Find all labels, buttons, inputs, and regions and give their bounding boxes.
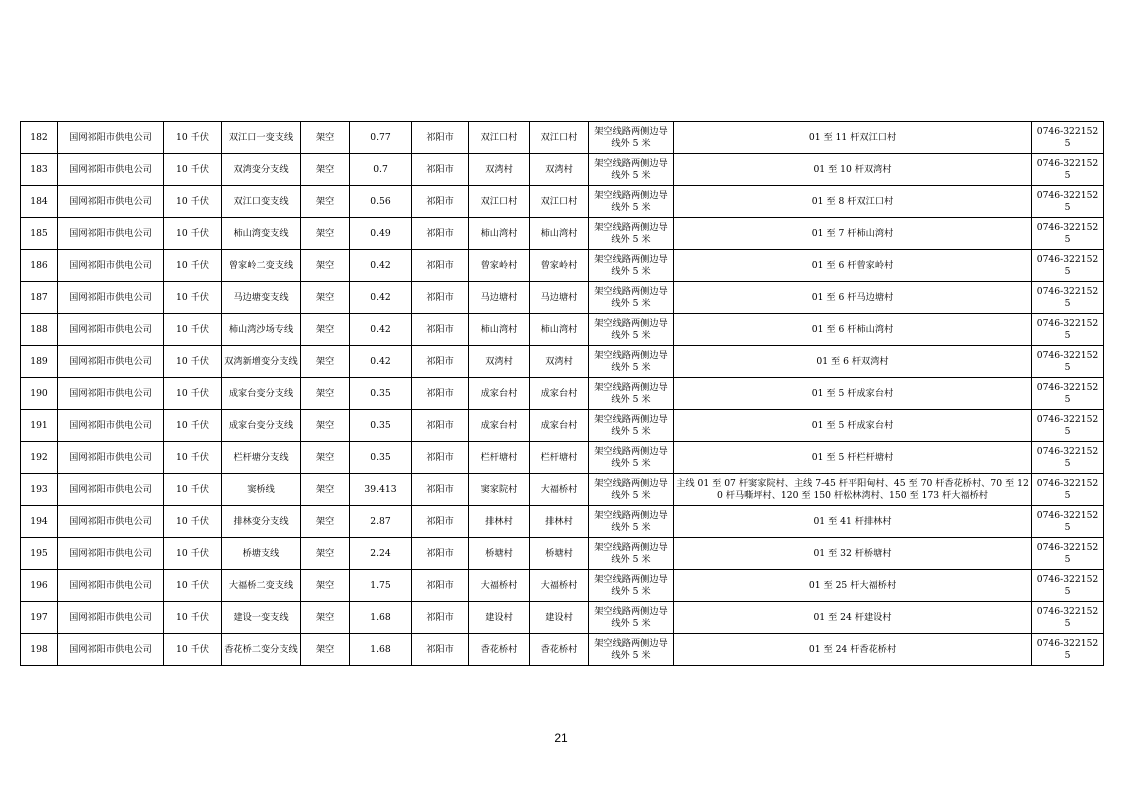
table-row (21, 506, 1104, 538)
length-cell: 0.42 (350, 314, 412, 346)
end-village-cell: 成家台村 (530, 410, 589, 442)
voltage-cell: 10 千伏 (164, 346, 222, 378)
company-cell: 国网祁阳市供电公司 (58, 154, 164, 186)
protection-range-cell: 架空线路两侧边导线外 5 米 (589, 442, 674, 474)
length-cell: 0.42 (350, 250, 412, 282)
line-name-cell: 双江口变支线 (222, 186, 301, 218)
end-village-cell: 大福桥村 (530, 474, 589, 506)
city-cell: 祁阳市 (412, 538, 469, 570)
table-row (21, 314, 1104, 346)
city-cell: 祁阳市 (412, 282, 469, 314)
table-row (21, 634, 1104, 666)
phone-cell: 0746-3221525 (1032, 474, 1104, 506)
company-cell: 国网祁阳市供电公司 (58, 538, 164, 570)
protection-range-cell: 架空线路两侧边导线外 5 米 (589, 602, 674, 634)
pole-range-cell: 01 至 25 杆大福桥村 (674, 570, 1032, 602)
index-cell: 189 (21, 346, 58, 378)
pole-range-cell: 01 至 8 杆双江口村 (674, 186, 1032, 218)
end-village-cell: 双江口村 (530, 122, 589, 154)
pole-range-cell: 01 至 24 杆香花桥村 (674, 634, 1032, 666)
laying-cell: 架空 (301, 474, 350, 506)
pole-range-cell: 01 至 24 杆建设村 (674, 602, 1032, 634)
phone-cell: 0746-3221525 (1032, 282, 1104, 314)
company-cell: 国网祁阳市供电公司 (58, 410, 164, 442)
pole-range-cell: 01 至 32 杆桥塘村 (674, 538, 1032, 570)
laying-cell: 架空 (301, 250, 350, 282)
length-cell: 0.35 (350, 410, 412, 442)
end-village-cell: 柿山湾村 (530, 314, 589, 346)
line-name-cell: 双湾新增变分支线 (222, 346, 301, 378)
protection-range-cell: 架空线路两侧边导线外 5 米 (589, 506, 674, 538)
phone-cell: 0746-3221525 (1032, 570, 1104, 602)
pole-range-cell: 01 至 5 杆栏杆塘村 (674, 442, 1032, 474)
line-name-cell: 双湾变分支线 (222, 154, 301, 186)
start-village-cell: 香花桥村 (469, 634, 530, 666)
pole-range-cell: 01 至 41 杆排林村 (674, 506, 1032, 538)
voltage-cell: 10 千伏 (164, 186, 222, 218)
phone-cell: 0746-3221525 (1032, 506, 1104, 538)
end-village-cell: 曾家岭村 (530, 250, 589, 282)
line-name-cell: 香花桥二变分支线 (222, 634, 301, 666)
line-name-cell: 建设一变支线 (222, 602, 301, 634)
protection-range-cell: 架空线路两侧边导线外 5 米 (589, 538, 674, 570)
laying-cell: 架空 (301, 506, 350, 538)
voltage-cell: 10 千伏 (164, 474, 222, 506)
length-cell: 0.49 (350, 218, 412, 250)
index-cell: 184 (21, 186, 58, 218)
index-cell: 196 (21, 570, 58, 602)
company-cell: 国网祁阳市供电公司 (58, 602, 164, 634)
end-village-cell: 柿山湾村 (530, 218, 589, 250)
end-village-cell: 大福桥村 (530, 570, 589, 602)
index-cell: 183 (21, 154, 58, 186)
line-name-cell: 柿山湾沙场专线 (222, 314, 301, 346)
phone-cell: 0746-3221525 (1032, 442, 1104, 474)
protection-range-cell: 架空线路两侧边导线外 5 米 (589, 378, 674, 410)
index-cell: 186 (21, 250, 58, 282)
start-village-cell: 马边塘村 (469, 282, 530, 314)
table-row (21, 250, 1104, 282)
line-name-cell: 桥塘支线 (222, 538, 301, 570)
voltage-cell: 10 千伏 (164, 506, 222, 538)
index-cell: 194 (21, 506, 58, 538)
length-cell: 1.68 (350, 634, 412, 666)
pole-range-cell: 01 至 6 杆柿山湾村 (674, 314, 1032, 346)
end-village-cell: 双江口村 (530, 186, 589, 218)
company-cell: 国网祁阳市供电公司 (58, 186, 164, 218)
laying-cell: 架空 (301, 634, 350, 666)
city-cell: 祁阳市 (412, 378, 469, 410)
protection-range-cell: 架空线路两侧边导线外 5 米 (589, 282, 674, 314)
voltage-cell: 10 千伏 (164, 538, 222, 570)
protection-range-cell: 架空线路两侧边导线外 5 米 (589, 250, 674, 282)
length-cell: 0.42 (350, 282, 412, 314)
start-village-cell: 柿山湾村 (469, 314, 530, 346)
length-cell: 0.77 (350, 122, 412, 154)
phone-cell: 0746-3221525 (1032, 186, 1104, 218)
index-cell: 192 (21, 442, 58, 474)
length-cell: 2.87 (350, 506, 412, 538)
company-cell: 国网祁阳市供电公司 (58, 474, 164, 506)
line-name-cell: 曾家岭二变支线 (222, 250, 301, 282)
line-name-cell: 柿山湾变支线 (222, 218, 301, 250)
start-village-cell: 建设村 (469, 602, 530, 634)
company-cell: 国网祁阳市供电公司 (58, 634, 164, 666)
phone-cell: 0746-3221525 (1032, 218, 1104, 250)
city-cell: 祁阳市 (412, 442, 469, 474)
city-cell: 祁阳市 (412, 410, 469, 442)
city-cell: 祁阳市 (412, 506, 469, 538)
city-cell: 祁阳市 (412, 250, 469, 282)
index-cell: 185 (21, 218, 58, 250)
line-name-cell: 双江口一变支线 (222, 122, 301, 154)
laying-cell: 架空 (301, 378, 350, 410)
voltage-cell: 10 千伏 (164, 634, 222, 666)
index-cell: 188 (21, 314, 58, 346)
pole-range-cell: 主线 01 至 07 杆窦家院村、主线 7-45 杆平阳甸村、45 至 70 杆香花桥村、70 至 120 杆马嘶坪村、120 至 150 杆松林湾村、150 至 173 杆大福桥村 (674, 474, 1032, 506)
phone-cell: 0746-3221525 (1032, 154, 1104, 186)
laying-cell: 架空 (301, 186, 350, 218)
table-row (21, 346, 1104, 378)
start-village-cell: 双江口村 (469, 186, 530, 218)
company-cell: 国网祁阳市供电公司 (58, 282, 164, 314)
laying-cell: 架空 (301, 570, 350, 602)
length-cell: 1.68 (350, 602, 412, 634)
phone-cell: 0746-3221525 (1032, 538, 1104, 570)
pole-range-cell: 01 至 5 杆成家台村 (674, 410, 1032, 442)
start-village-cell: 双湾村 (469, 154, 530, 186)
company-cell: 国网祁阳市供电公司 (58, 378, 164, 410)
voltage-cell: 10 千伏 (164, 314, 222, 346)
start-village-cell: 双江口村 (469, 122, 530, 154)
table-body (21, 122, 1104, 666)
pole-range-cell: 01 至 6 杆曾家岭村 (674, 250, 1032, 282)
phone-cell: 0746-3221525 (1032, 122, 1104, 154)
table-row (21, 282, 1104, 314)
length-cell: 0.56 (350, 186, 412, 218)
length-cell: 39.413 (350, 474, 412, 506)
protection-range-cell: 架空线路两侧边导线外 5 米 (589, 570, 674, 602)
voltage-cell: 10 千伏 (164, 378, 222, 410)
table-row (21, 602, 1104, 634)
company-cell: 国网祁阳市供电公司 (58, 218, 164, 250)
company-cell: 国网祁阳市供电公司 (58, 314, 164, 346)
table-row (21, 538, 1104, 570)
table-row (21, 378, 1104, 410)
protection-range-cell: 架空线路两侧边导线外 5 米 (589, 122, 674, 154)
pole-range-cell: 01 至 11 杆双江口村 (674, 122, 1032, 154)
phone-cell: 0746-3221525 (1032, 602, 1104, 634)
protection-range-cell: 架空线路两侧边导线外 5 米 (589, 314, 674, 346)
laying-cell: 架空 (301, 314, 350, 346)
voltage-cell: 10 千伏 (164, 282, 222, 314)
end-village-cell: 桥塘村 (530, 538, 589, 570)
voltage-cell: 10 千伏 (164, 602, 222, 634)
line-name-cell: 排林变分支线 (222, 506, 301, 538)
length-cell: 0.7 (350, 154, 412, 186)
table-row (21, 442, 1104, 474)
table-row (21, 122, 1104, 154)
laying-cell: 架空 (301, 122, 350, 154)
end-village-cell: 双湾村 (530, 346, 589, 378)
start-village-cell: 成家台村 (469, 378, 530, 410)
length-cell: 0.35 (350, 442, 412, 474)
voltage-cell: 10 千伏 (164, 410, 222, 442)
company-cell: 国网祁阳市供电公司 (58, 570, 164, 602)
laying-cell: 架空 (301, 154, 350, 186)
line-name-cell: 成家台变分支线 (222, 378, 301, 410)
index-cell: 197 (21, 602, 58, 634)
protection-range-cell: 架空线路两侧边导线外 5 米 (589, 186, 674, 218)
city-cell: 祁阳市 (412, 314, 469, 346)
table-row (21, 218, 1104, 250)
city-cell: 祁阳市 (412, 634, 469, 666)
voltage-cell: 10 千伏 (164, 442, 222, 474)
index-cell: 193 (21, 474, 58, 506)
line-name-cell: 大福桥二变支线 (222, 570, 301, 602)
data-table (20, 121, 1104, 666)
company-cell: 国网祁阳市供电公司 (58, 506, 164, 538)
pole-range-cell: 01 至 7 杆柿山湾村 (674, 218, 1032, 250)
pole-range-cell: 01 至 5 杆成家台村 (674, 378, 1032, 410)
protection-range-cell: 架空线路两侧边导线外 5 米 (589, 218, 674, 250)
start-village-cell: 柿山湾村 (469, 218, 530, 250)
end-village-cell: 建设村 (530, 602, 589, 634)
pole-range-cell: 01 至 10 杆双湾村 (674, 154, 1032, 186)
start-village-cell: 成家台村 (469, 410, 530, 442)
phone-cell: 0746-3221525 (1032, 250, 1104, 282)
index-cell: 191 (21, 410, 58, 442)
line-name-cell: 栏杆塘分支线 (222, 442, 301, 474)
voltage-cell: 10 千伏 (164, 250, 222, 282)
end-village-cell: 双湾村 (530, 154, 589, 186)
voltage-cell: 10 千伏 (164, 570, 222, 602)
city-cell: 祁阳市 (412, 474, 469, 506)
pole-range-cell: 01 至 6 杆马边塘村 (674, 282, 1032, 314)
company-cell: 国网祁阳市供电公司 (58, 250, 164, 282)
city-cell: 祁阳市 (412, 570, 469, 602)
length-cell: 0.42 (350, 346, 412, 378)
protection-range-cell: 架空线路两侧边导线外 5 米 (589, 474, 674, 506)
length-cell: 1.75 (350, 570, 412, 602)
page-number: 21 (554, 731, 568, 745)
index-cell: 182 (21, 122, 58, 154)
end-village-cell: 排林村 (530, 506, 589, 538)
line-name-cell: 成家台变分支线 (222, 410, 301, 442)
company-cell: 国网祁阳市供电公司 (58, 346, 164, 378)
city-cell: 祁阳市 (412, 122, 469, 154)
table-row (21, 154, 1104, 186)
end-village-cell: 马边塘村 (530, 282, 589, 314)
phone-cell: 0746-3221525 (1032, 634, 1104, 666)
table-row (21, 474, 1104, 506)
company-cell: 国网祁阳市供电公司 (58, 122, 164, 154)
table-row (21, 570, 1104, 602)
phone-cell: 0746-3221525 (1032, 378, 1104, 410)
start-village-cell: 桥塘村 (469, 538, 530, 570)
laying-cell: 架空 (301, 602, 350, 634)
voltage-cell: 10 千伏 (164, 154, 222, 186)
protection-range-cell: 架空线路两侧边导线外 5 米 (589, 634, 674, 666)
table-row (21, 186, 1104, 218)
city-cell: 祁阳市 (412, 186, 469, 218)
start-village-cell: 大福桥村 (469, 570, 530, 602)
table-row (21, 410, 1104, 442)
pole-range-cell: 01 至 6 杆双湾村 (674, 346, 1032, 378)
line-name-cell: 窦桥线 (222, 474, 301, 506)
phone-cell: 0746-3221525 (1032, 346, 1104, 378)
protection-range-cell: 架空线路两侧边导线外 5 米 (589, 154, 674, 186)
index-cell: 195 (21, 538, 58, 570)
voltage-cell: 10 千伏 (164, 122, 222, 154)
city-cell: 祁阳市 (412, 218, 469, 250)
voltage-cell: 10 千伏 (164, 218, 222, 250)
laying-cell: 架空 (301, 282, 350, 314)
phone-cell: 0746-3221525 (1032, 314, 1104, 346)
line-name-cell: 马边塘变支线 (222, 282, 301, 314)
length-cell: 2.24 (350, 538, 412, 570)
start-village-cell: 排林村 (469, 506, 530, 538)
laying-cell: 架空 (301, 538, 350, 570)
index-cell: 198 (21, 634, 58, 666)
index-cell: 187 (21, 282, 58, 314)
laying-cell: 架空 (301, 218, 350, 250)
laying-cell: 架空 (301, 346, 350, 378)
end-village-cell: 成家台村 (530, 378, 589, 410)
company-cell: 国网祁阳市供电公司 (58, 442, 164, 474)
end-village-cell: 香花桥村 (530, 634, 589, 666)
start-village-cell: 曾家岭村 (469, 250, 530, 282)
protection-range-cell: 架空线路两侧边导线外 5 米 (589, 346, 674, 378)
protection-range-cell: 架空线路两侧边导线外 5 米 (589, 410, 674, 442)
start-village-cell: 窦家院村 (469, 474, 530, 506)
laying-cell: 架空 (301, 442, 350, 474)
start-village-cell: 双湾村 (469, 346, 530, 378)
city-cell: 祁阳市 (412, 346, 469, 378)
index-cell: 190 (21, 378, 58, 410)
phone-cell: 0746-3221525 (1032, 410, 1104, 442)
end-village-cell: 栏杆塘村 (530, 442, 589, 474)
length-cell: 0.35 (350, 378, 412, 410)
city-cell: 祁阳市 (412, 602, 469, 634)
city-cell: 祁阳市 (412, 154, 469, 186)
start-village-cell: 栏杆塘村 (469, 442, 530, 474)
laying-cell: 架空 (301, 410, 350, 442)
